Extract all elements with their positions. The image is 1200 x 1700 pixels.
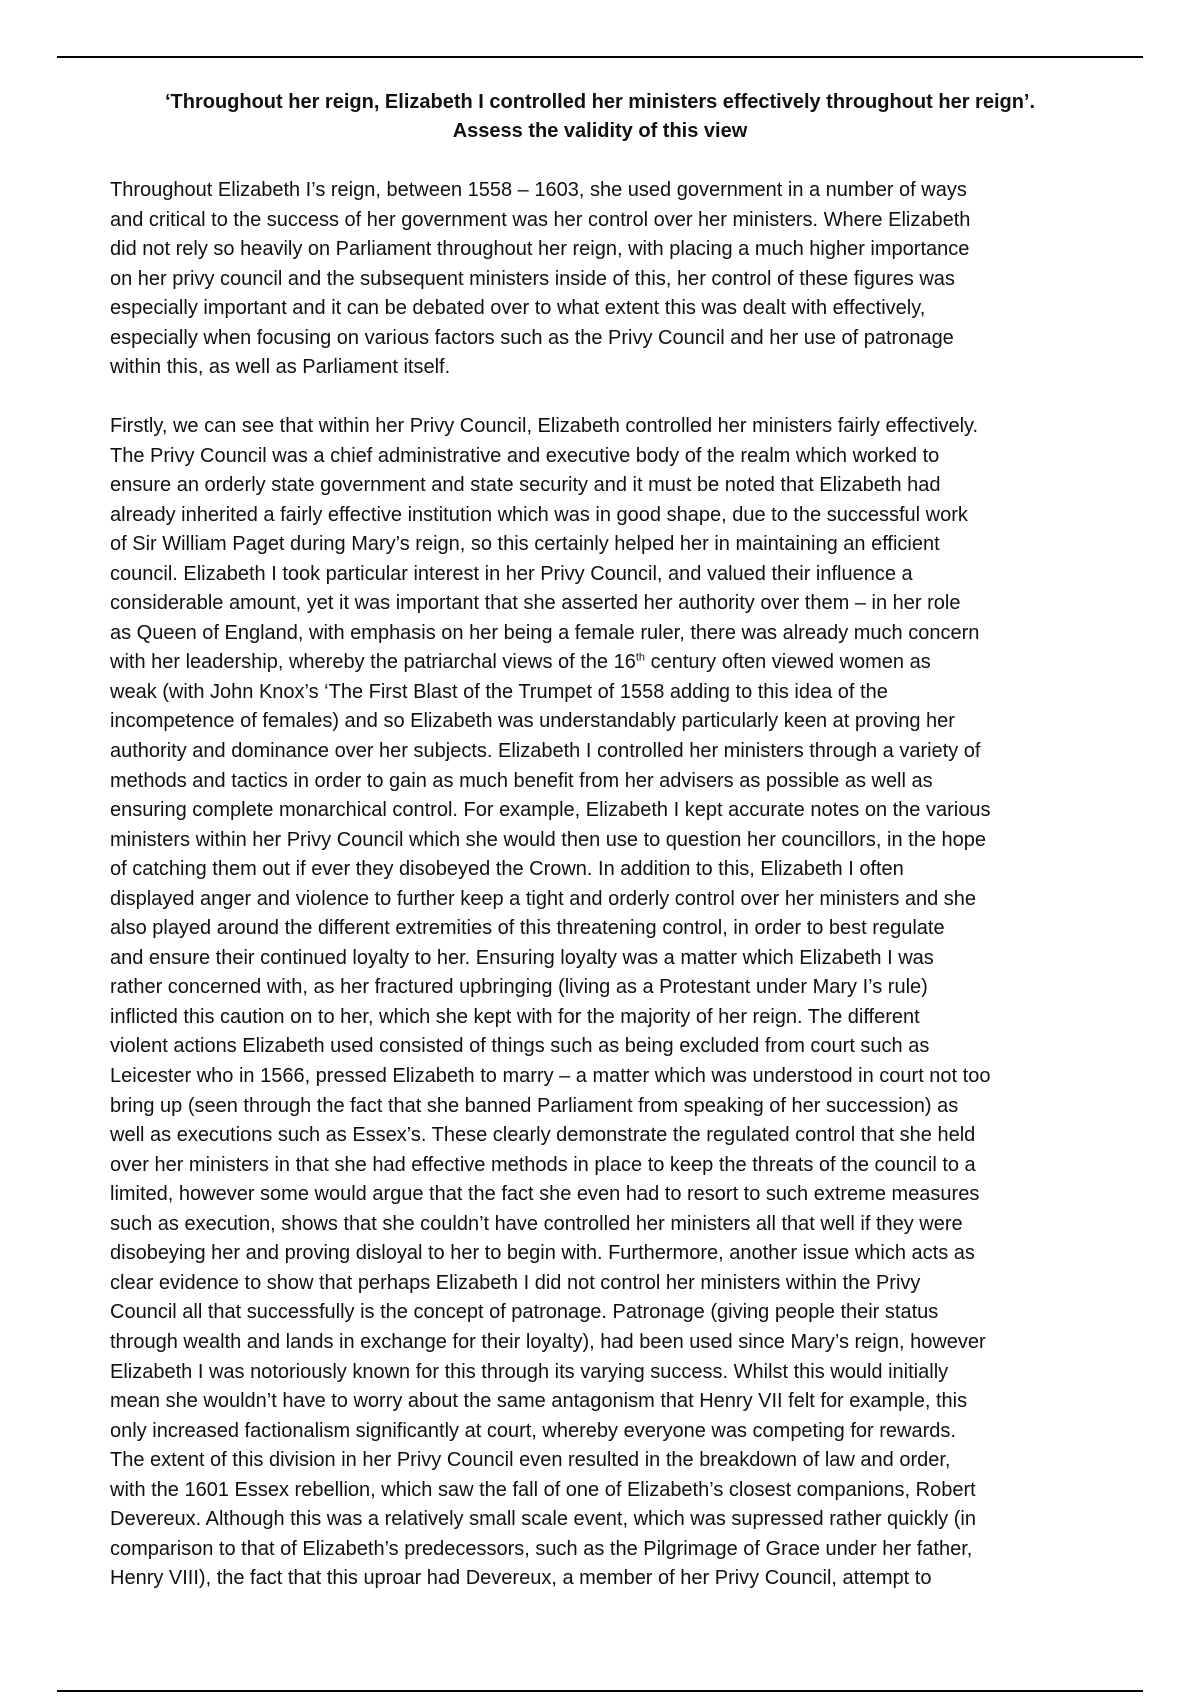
paragraph-line: considerable amount, yet it was important that she asserted her authority over them – in her role — [110, 592, 961, 615]
paragraph-line: ministers within her Privy Council which she would then use to question her councillors, in the hope — [110, 828, 987, 851]
paragraph-line: violent actions Elizabeth used consisted of things such as being excluded from court such as — [110, 1035, 930, 1058]
paragraph-line: well as executions such as Essex’s. These clearly demonstrate the regulated control that she held — [110, 1124, 976, 1147]
paragraph-line: of Sir William Paget during Mary’s reign, so this certainly helped her in maintaining an efficient — [110, 533, 940, 556]
paragraph-line: as Queen of England, with emphasis on her being a female ruler, there was already much concern — [110, 621, 980, 644]
paragraph-line: limited, however some would argue that the fact she even had to resort to such extreme measures — [110, 1183, 980, 1206]
paragraph-line: The extent of this division in her Privy Council even resulted in the breakdown of law and order, — [110, 1449, 951, 1472]
firstly-paragraph — [110, 412, 1110, 1594]
paragraph-line: only increased factionalism significantly at court, whereby everyone was competing for rewards. — [110, 1419, 956, 1442]
paragraph-line: did not rely so heavily on Parliament throughout her reign, with placing a much higher importance — [110, 238, 970, 261]
paragraph-line: disobeying her and proving disloyal to her to begin with. Furthermore, another issue which acts as — [110, 1242, 975, 1265]
paragraph-line: over her ministers in that she had effective methods in place to keep the threats of the council to a — [110, 1153, 976, 1176]
paragraph-line: displayed anger and violence to further keep a tight and orderly control over her ministers and she — [110, 887, 977, 910]
paragraph-line: with the 1601 Essex rebellion, which saw the fall of one of Elizabeth’s closest companions, Robert — [110, 1478, 976, 1501]
paragraph-line: Throughout Elizabeth I’s reign, between 1558 – 1603, she used government in a number of ways — [110, 179, 967, 201]
paragraph-line: weak (with John Knox’s ‘The First Blast of the Trumpet of 1558 adding to this idea of the — [110, 680, 888, 703]
paragraph-line: inflicted this caution on to her, which she kept with for the majority of her reign. The different — [110, 1005, 920, 1028]
paragraph-line: such as execution, shows that she couldn’t have controlled her ministers all that well if they were — [110, 1212, 963, 1235]
paragraph-line: Henry VIII), the fact that this uproar had Devereux, a member of her Privy Council, attempt to — [110, 1567, 932, 1590]
paragraph-line: also played around the different extremities of this threatening control, in order to best regulate — [110, 917, 945, 940]
paragraph-line: and ensure their continued loyalty to her. Ensuring loyalty was a matter which Elizabeth I was — [110, 946, 934, 969]
paragraph-line: especially when focusing on various factors such as the Privy Council and her use of patronage — [110, 326, 954, 349]
paragraph-line: council. Elizabeth I took particular interest in her Privy Council, and valued their influence a — [110, 562, 913, 585]
paragraph-line: comparison to that of Elizabeth’s predecessors, such as the Pilgrimage of Grace under her father, — [110, 1537, 973, 1560]
title-line-2: Assess the validity of this view — [452, 119, 748, 142]
paragraph-line: The Privy Council was a chief administrative and executive body of the realm which worked to — [110, 444, 940, 467]
ordinal-superscript: th — [635, 651, 646, 664]
paragraph-line: authority and dominance over her subjects. Elizabeth I controlled her ministers through a variety of — [110, 740, 981, 763]
top-rule — [57, 56, 1143, 58]
paragraph-line: mean she wouldn’t have to worry about the same antagonism that Henry VII felt for example, this — [110, 1390, 968, 1413]
intro-paragraph — [110, 176, 1110, 383]
paragraph-line — [110, 648, 1110, 678]
paragraph-line: methods and tactics in order to gain as much benefit from her advisers as possible as well as — [110, 769, 933, 792]
paragraph-line: bring up (seen through the fact that she banned Parliament from speaking of her succession) as — [110, 1094, 959, 1117]
essay-title — [100, 88, 1100, 145]
paragraph-line: ensuring complete monarchical control. For example, Elizabeth I kept accurate notes on the various — [110, 799, 991, 822]
paragraph-line: Elizabeth I was notoriously known for this through its varying success. Whilst this would initially — [110, 1360, 949, 1383]
line-text-after-superscript: century often viewed women as — [645, 651, 931, 674]
paragraph-line: on her privy council and the subsequent ministers inside of this, her control of these figures was — [110, 267, 955, 290]
paragraph-line: within this, as well as Parliament itself. — [110, 356, 451, 379]
bottom-rule — [57, 1690, 1143, 1692]
paragraph-line: and critical to the success of her government was her control over her ministers. Where Elizabeth — [110, 208, 971, 231]
paragraph-line: clear evidence to show that perhaps Elizabeth I did not control her ministers within the Privy — [110, 1271, 921, 1294]
paragraph-line: of catching them out if ever they disobeyed the Crown. In addition to this, Elizabeth I often — [110, 858, 904, 881]
paragraph-line: Firstly, we can see that within her Privy Council, Elizabeth controlled her ministers fairly effectively. — [110, 415, 979, 437]
paragraph-line: Leicester who in 1566, pressed Elizabeth to marry – a matter which was understood in court not too — [110, 1065, 991, 1088]
paragraph-line: already inherited a fairly effective institution which was in good shape, due to the successful work — [110, 503, 968, 526]
title-line-1: ‘Throughout her reign, Elizabeth I controlled her ministers effectively throughout her reign’. — [164, 91, 1036, 113]
paragraph-line: through wealth and lands in exchange for their loyalty), had been used since Mary’s reign, however — [110, 1330, 986, 1353]
paragraph-line: Devereux. Although this was a relatively small scale event, which was supressed rather quickly (in — [110, 1508, 976, 1531]
paragraph-line: rather concerned with, as her fractured upbringing (living as a Protestant under Mary I’s rule) — [110, 976, 928, 999]
paragraph-line: Council all that successfully is the concept of patronage. Patronage (giving people their status — [110, 1301, 939, 1324]
paragraph-line: ensure an orderly state government and state security and it must be noted that Elizabeth had — [110, 474, 941, 497]
paragraph-line: especially important and it can be debated over to what extent this was dealt with effectively, — [110, 297, 926, 320]
paragraph-line: incompetence of females) and so Elizabeth was understandably particularly keen at proving her — [110, 710, 955, 733]
line-text-before-superscript: with her leadership, whereby the patriarchal views of the 16 — [110, 651, 636, 674]
